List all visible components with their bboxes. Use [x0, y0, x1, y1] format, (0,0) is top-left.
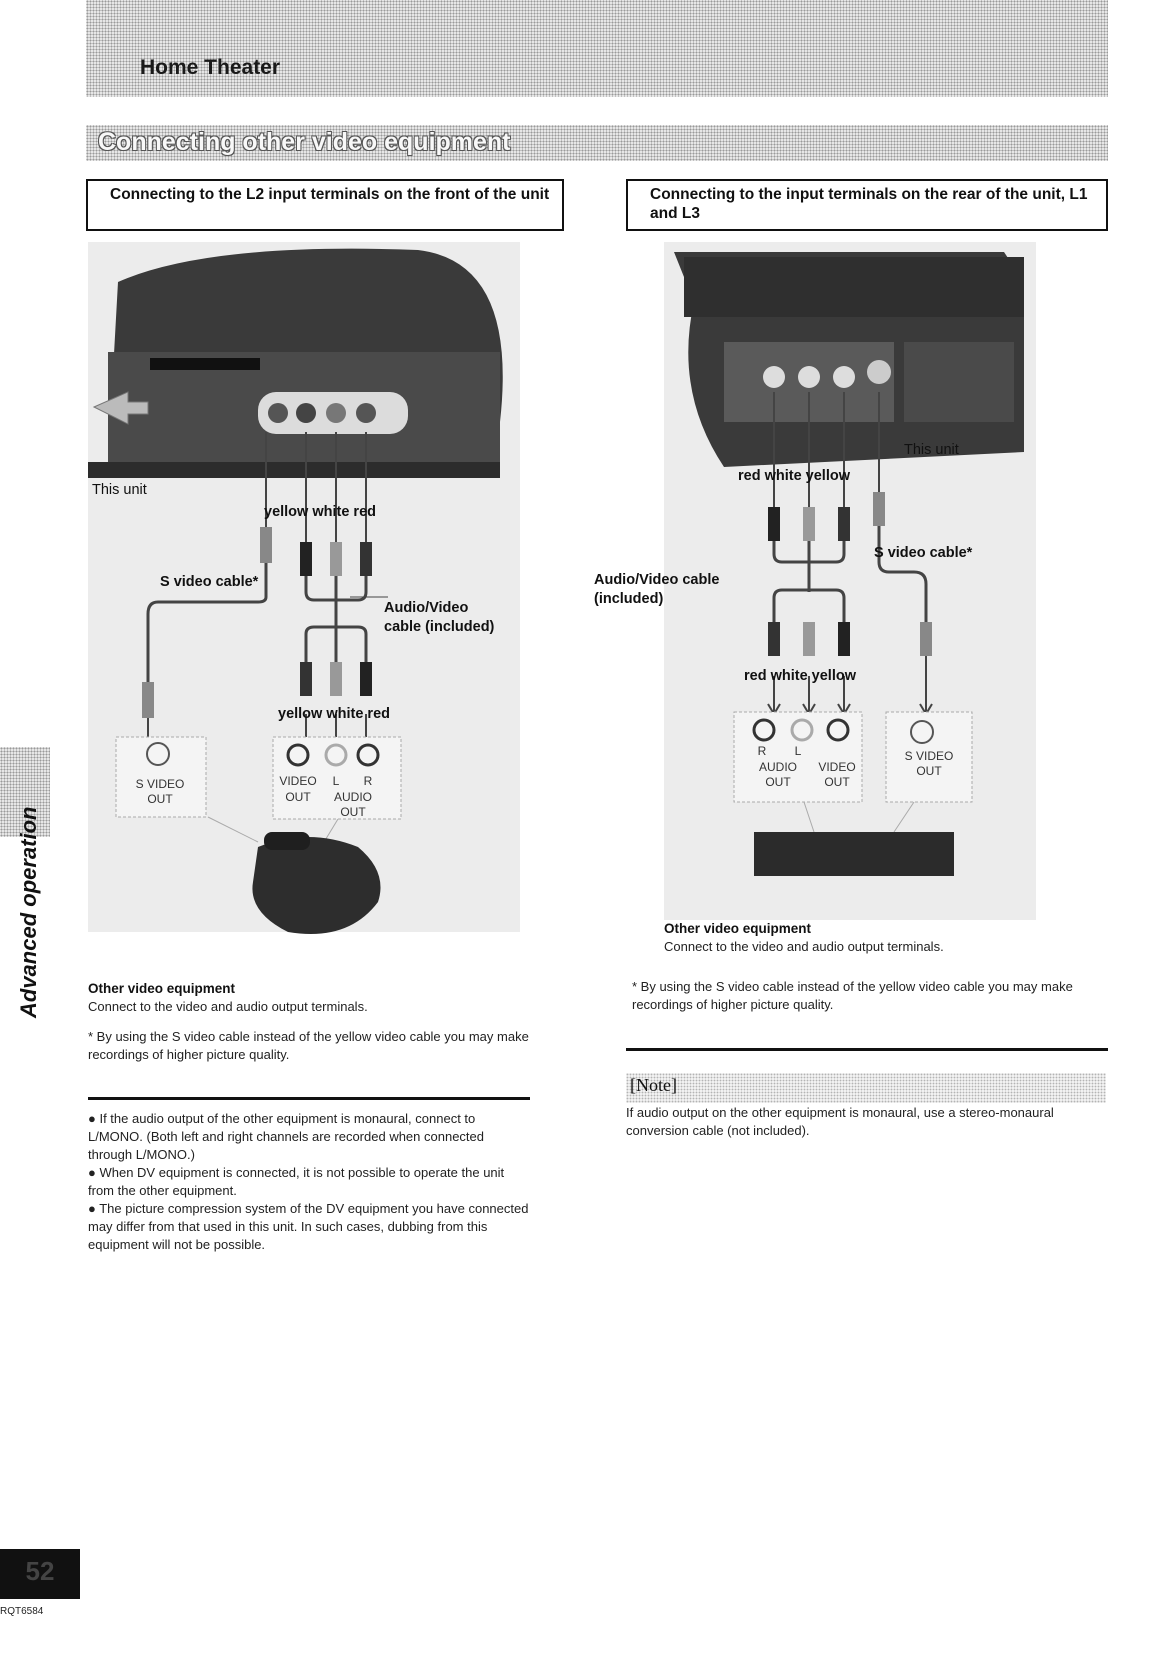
note-title: [Note]	[630, 1075, 677, 1095]
audio-out-label-2: OUT	[340, 805, 366, 819]
left-caption-title: Other video equipment	[88, 981, 236, 996]
header-band	[86, 0, 1108, 97]
left-connection-diagram	[88, 242, 520, 1002]
right-divider	[626, 1048, 1108, 1051]
top-cable-colors: yellow white red	[264, 504, 376, 520]
side-tab-label: Advanced operation	[16, 806, 41, 1018]
left-divider	[88, 1097, 530, 1100]
rear-audio-r-label: R	[757, 744, 767, 758]
video-out-label-1: VIDEO	[279, 774, 317, 788]
other-equipment-box-icon	[754, 832, 954, 876]
audio-l-label: L	[332, 774, 340, 788]
right-connection-diagram	[594, 242, 1036, 920]
left-bullet-2-text: When DV equipment is connected, it is not possible to operate the unit from the other equipment.	[88, 1165, 505, 1198]
this-unit-label-right: This unit	[904, 442, 959, 458]
audio-out-label-1: AUDIO	[333, 790, 372, 804]
av-cable-label-line2: cable (included)	[384, 619, 495, 635]
rear-audio-out-label-2: OUT	[765, 775, 791, 789]
left-caption-text: Connect to the video and audio output terminals.	[88, 999, 368, 1014]
rear-audio-l-label: L	[794, 744, 802, 758]
right-column-heading: Connecting to the input terminals on the rear of the unit, L1 and L3	[626, 179, 1108, 231]
left-footnote: * By using the S video cable instead of the yellow video cable you may make recordings of higher picture quality.	[88, 1029, 529, 1062]
right-caption-title: Other video equipment	[664, 921, 812, 936]
left-bullet-1-text: If the audio output of the other equipment is monaural, connect to L/MONO. (Both left and right channels are recorded when connected through L/MONO.)	[88, 1111, 484, 1162]
left-bullet-1: ● If the audio output of the other equipment is monaural, connect to L/MONO. (Both left and right channels are recorded when connected through L/MONO.)	[88, 1111, 484, 1162]
bottom-cable-colors-right: red white yellow	[744, 668, 856, 684]
right-diagram-art	[664, 242, 1036, 920]
bottom-cable-colors: yellow white red	[278, 706, 390, 722]
right-caption-text: Connect to the video and audio output terminals.	[664, 939, 944, 954]
rear-svideo-out-label-2: OUT	[916, 764, 942, 778]
s-video-cable-label: S video cable*	[160, 574, 259, 590]
right-footnote: * By using the S video cable instead of the yellow video cable you may make recordings of higher picture quality.	[632, 979, 1073, 1012]
av-cable-label-right-line2: (included)	[594, 591, 664, 607]
page-title: Home Theater	[140, 56, 281, 79]
left-bullet-3: ● The picture compression system of the DV equipment you have connected may differ from that used in this unit. In such cases, dubbing from this equipment will not be possible.	[88, 1201, 529, 1252]
rear-svideo-out-label-1: S VIDEO	[904, 749, 954, 763]
left-column-heading: Connecting to the L2 input terminals on the front of the unit	[86, 179, 564, 231]
rear-audio-out-label-1: AUDIO	[758, 760, 797, 774]
page-number: 52	[25, 1556, 55, 1586]
rear-video-out-label-2: OUT	[824, 775, 850, 789]
section-title: Connecting other video equipment	[98, 128, 511, 156]
svideo-out-label-1: S VIDEO	[135, 777, 185, 791]
left-bullet-2: ● When DV equipment is connected, it is not possible to operate the unit from the other equipment.	[88, 1165, 505, 1198]
svideo-out-label-2: OUT	[147, 792, 173, 806]
left-bullet-3-text: The picture compression system of the DV equipment you have connected may differ from that used in this unit. In such cases, dubbing from this equipment will not be possible.	[88, 1201, 529, 1252]
av-cable-label-right-line1: Audio/Video cable	[594, 572, 720, 588]
s-video-cable-label-right: S video cable*	[874, 545, 973, 561]
note-text: If audio output on the other equipment is monaural, use a stereo-monaural conversion cable (not included).	[626, 1105, 1054, 1138]
av-cable-label-line1: Audio/Video	[384, 600, 469, 616]
top-cable-colors-right: red white yellow	[738, 468, 850, 484]
audio-r-label: R	[363, 774, 373, 788]
rear-video-out-label-1: VIDEO	[818, 760, 856, 774]
note-band	[626, 1073, 1106, 1103]
video-out-label-2: OUT	[285, 790, 311, 804]
document-code: RQT6584	[0, 1606, 44, 1617]
this-unit-label: This unit	[92, 482, 147, 498]
